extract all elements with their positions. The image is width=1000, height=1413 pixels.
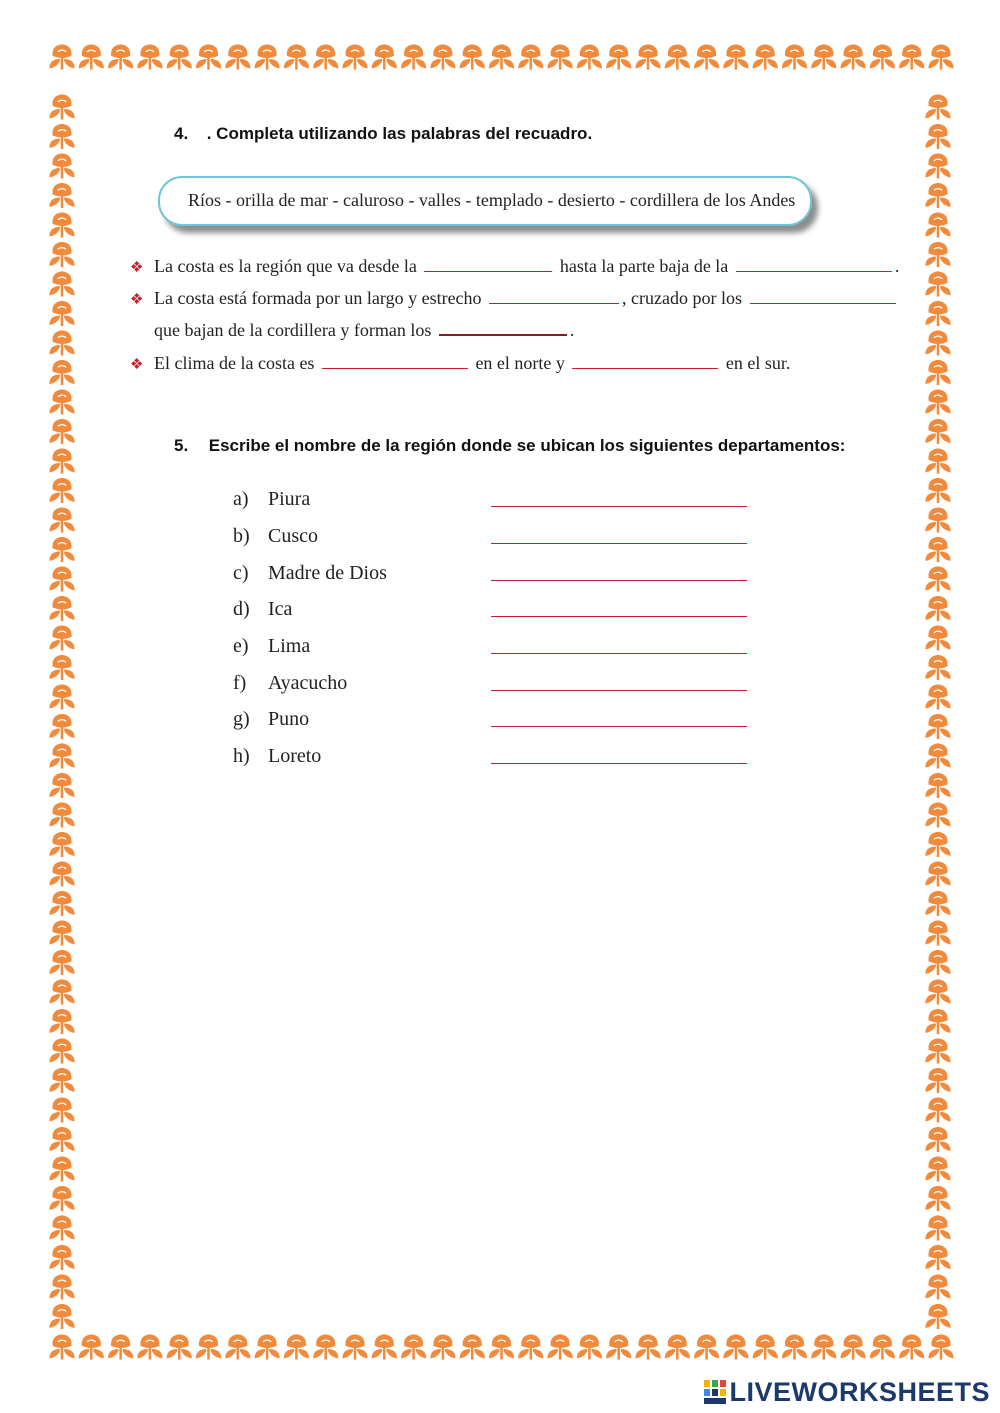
flower-ornament-icon xyxy=(108,44,133,69)
sentence-2-part-a: La costa está formada por un largo y estrecho xyxy=(154,288,482,308)
flower-ornament-icon xyxy=(925,537,950,562)
flower-ornament-icon xyxy=(313,44,338,69)
flower-ornament-icon xyxy=(49,212,74,237)
department-name: Loreto xyxy=(268,745,322,767)
flower-ornament-icon xyxy=(401,44,426,69)
item-letter: d) xyxy=(233,598,250,620)
list-item xyxy=(233,488,753,516)
answer-line-input[interactable] xyxy=(491,653,747,654)
diamond-bullet-icon: ❖ xyxy=(130,292,144,308)
flower-ornament-icon xyxy=(925,684,950,709)
flower-ornament-icon xyxy=(925,1156,950,1181)
flower-ornament-icon xyxy=(925,1215,950,1240)
item-letter: h) xyxy=(233,745,250,767)
flower-ornament-icon xyxy=(925,596,950,621)
flower-ornament-icon xyxy=(518,44,543,69)
blank-input-6[interactable] xyxy=(322,354,468,369)
flower-ornament-icon xyxy=(841,1334,866,1359)
flower-ornament-icon xyxy=(430,44,455,69)
flower-ornament-icon xyxy=(49,861,74,886)
question-4-number: 4. xyxy=(174,124,189,143)
flower-ornament-icon xyxy=(870,44,895,69)
list-item xyxy=(233,635,753,663)
flower-ornament-icon xyxy=(925,330,950,355)
diamond-bullet-icon: ❖ xyxy=(130,357,144,373)
flower-ornament-icon xyxy=(577,1334,602,1359)
list-item xyxy=(233,745,753,773)
item-letter: a) xyxy=(233,488,249,510)
answer-line-input[interactable] xyxy=(491,543,747,544)
flower-ornament-icon xyxy=(925,419,950,444)
flower-ornament-icon xyxy=(49,94,74,119)
flower-ornament-icon xyxy=(577,44,602,69)
flower-ornament-icon xyxy=(925,743,950,768)
department-name: Puno xyxy=(268,708,310,730)
word-bank-text: Ríos - orilla de mar - caluroso - valles - templado - desierto - cordillera de los Andes xyxy=(188,190,796,210)
flower-ornament-icon xyxy=(925,1304,950,1329)
flower-ornament-icon xyxy=(255,1334,280,1359)
answer-line-input[interactable] xyxy=(491,580,747,581)
flower-ornament-icon xyxy=(925,714,950,739)
list-item xyxy=(233,562,753,590)
flower-ornament-icon xyxy=(694,1334,719,1359)
flower-ornament-icon xyxy=(925,507,950,532)
answer-line-input[interactable] xyxy=(491,506,747,507)
flower-ornament-icon xyxy=(925,832,950,857)
flower-ornament-icon xyxy=(49,1156,74,1181)
flower-ornament-icon xyxy=(49,1274,74,1299)
flower-ornament-icon xyxy=(49,891,74,916)
item-letter: e) xyxy=(233,635,249,657)
flower-ornament-icon xyxy=(925,183,950,208)
flower-ornament-icon xyxy=(49,773,74,798)
flower-ornament-icon xyxy=(49,979,74,1004)
flower-ornament-icon xyxy=(196,1334,221,1359)
flower-ornament-icon xyxy=(342,44,367,69)
flower-ornament-icon xyxy=(925,448,950,473)
flower-ornament-icon xyxy=(255,44,280,69)
flower-ornament-icon xyxy=(49,920,74,945)
department-name: Madre de Dios xyxy=(268,562,387,584)
sentence-2 xyxy=(130,288,899,309)
flower-ornament-icon xyxy=(925,271,950,296)
flower-ornament-icon xyxy=(49,950,74,975)
flower-ornament-icon xyxy=(925,301,950,326)
flower-ornament-icon xyxy=(137,1334,162,1359)
sentence-1-end: . xyxy=(894,256,900,276)
item-letter: f) xyxy=(233,672,247,694)
flower-ornament-icon xyxy=(925,979,950,1004)
flower-ornament-icon xyxy=(841,44,866,69)
flower-ornament-icon xyxy=(49,478,74,503)
flower-ornament-icon xyxy=(925,566,950,591)
flower-ornament-icon xyxy=(635,44,660,69)
flower-ornament-icon xyxy=(49,1068,74,1093)
floral-border-left xyxy=(40,38,84,1374)
flower-ornament-icon xyxy=(196,44,221,69)
flower-ornament-icon xyxy=(49,1009,74,1034)
flower-ornament-icon xyxy=(782,44,807,69)
answer-line-input[interactable] xyxy=(491,690,747,691)
flower-ornament-icon xyxy=(548,44,573,69)
flower-ornament-icon xyxy=(606,44,631,69)
flower-ornament-icon xyxy=(372,1334,397,1359)
liveworksheets-logo-icon xyxy=(704,1380,726,1404)
flower-ornament-icon xyxy=(342,1334,367,1359)
flower-ornament-icon xyxy=(723,44,748,69)
flower-ornament-icon xyxy=(49,389,74,414)
list-item xyxy=(233,525,753,553)
flower-ornament-icon xyxy=(49,1304,74,1329)
list-item xyxy=(233,598,753,626)
flower-ornament-icon xyxy=(49,507,74,532)
flower-ornament-icon xyxy=(49,1215,74,1240)
flower-ornament-icon xyxy=(49,743,74,768)
flower-ornament-icon xyxy=(925,1009,950,1034)
sentence-3-part-a: que bajan de la cordillera y forman los xyxy=(154,320,432,340)
flower-ornament-icon xyxy=(925,1127,950,1152)
blank-input-2[interactable] xyxy=(736,257,892,272)
flower-ornament-icon xyxy=(49,1127,74,1152)
sentence-4-part-a: El clima de la costa es xyxy=(154,353,315,373)
floral-border-right xyxy=(916,38,960,1374)
flower-ornament-icon xyxy=(925,625,950,650)
blank-input-7[interactable] xyxy=(572,354,718,369)
sentence-1-part-b: hasta la parte baja de la xyxy=(559,256,729,276)
flower-ornament-icon xyxy=(925,1186,950,1211)
flower-ornament-icon xyxy=(108,1334,133,1359)
flower-ornament-icon xyxy=(49,684,74,709)
flower-ornament-icon xyxy=(925,773,950,798)
flower-ornament-icon xyxy=(753,44,778,69)
liveworksheets-logo[interactable] xyxy=(704,1377,990,1407)
flower-ornament-icon xyxy=(49,419,74,444)
sentence-2-part-b: , cruzado por los xyxy=(622,288,743,308)
flower-ornament-icon xyxy=(49,242,74,267)
flower-ornament-icon xyxy=(723,1334,748,1359)
flower-ornament-icon xyxy=(925,1274,950,1299)
flower-ornament-icon xyxy=(49,124,74,149)
flower-ornament-icon xyxy=(782,1334,807,1359)
sentence-4-end: en el sur. xyxy=(725,353,791,373)
question-4-title xyxy=(174,124,592,144)
flower-ornament-icon xyxy=(430,1334,455,1359)
flower-ornament-icon xyxy=(548,1334,573,1359)
flower-ornament-icon xyxy=(49,832,74,857)
flower-ornament-icon xyxy=(606,1334,631,1359)
department-name: Piura xyxy=(268,488,311,510)
list-item xyxy=(233,708,753,736)
liveworksheets-logo-text: LIVEWORKSHEETS xyxy=(729,1376,990,1407)
answer-line-input[interactable] xyxy=(491,763,747,764)
flower-ornament-icon xyxy=(925,360,950,385)
department-name: Cusco xyxy=(268,525,318,547)
flower-ornament-icon xyxy=(518,1334,543,1359)
flower-ornament-icon xyxy=(925,1038,950,1063)
flower-ornament-icon xyxy=(925,861,950,886)
question-4-text: . Completa utilizando las palabras del recuadro. xyxy=(206,124,593,143)
blank-input-3[interactable] xyxy=(489,289,619,304)
flower-ornament-icon xyxy=(870,1334,895,1359)
flower-ornament-icon xyxy=(49,714,74,739)
floral-border-top xyxy=(40,38,960,84)
flower-ornament-icon xyxy=(313,1334,338,1359)
sentence-3 xyxy=(130,320,574,341)
flower-ornament-icon xyxy=(49,271,74,296)
flower-ornament-icon xyxy=(925,802,950,827)
flower-ornament-icon xyxy=(49,1038,74,1063)
flower-ornament-icon xyxy=(49,301,74,326)
flower-ornament-icon xyxy=(460,1334,485,1359)
flower-ornament-icon xyxy=(925,389,950,414)
question-5-title xyxy=(174,436,845,456)
word-bank-box xyxy=(158,176,812,226)
flower-ornament-icon xyxy=(489,1334,514,1359)
answer-line-input[interactable] xyxy=(491,726,747,727)
department-name: Lima xyxy=(268,635,311,657)
flower-ornament-icon xyxy=(665,1334,690,1359)
sentence-4 xyxy=(130,353,790,374)
flower-ornament-icon xyxy=(225,44,250,69)
department-name: Ayacucho xyxy=(268,672,348,694)
flower-ornament-icon xyxy=(49,655,74,680)
flower-ornament-icon xyxy=(49,1186,74,1211)
flower-ornament-icon xyxy=(925,242,950,267)
flower-ornament-icon xyxy=(49,330,74,355)
flower-ornament-icon xyxy=(665,44,690,69)
flower-ornament-icon xyxy=(925,478,950,503)
flower-ornament-icon xyxy=(925,950,950,975)
floral-border-bottom xyxy=(40,1328,960,1374)
flower-ornament-icon xyxy=(49,448,74,473)
flower-ornament-icon xyxy=(284,1334,309,1359)
flower-ornament-icon xyxy=(49,625,74,650)
item-letter: b) xyxy=(233,525,250,547)
question-5-text: Escribe el nombre de la región donde se ubican los siguientes departamentos: xyxy=(208,436,846,455)
flower-ornament-icon xyxy=(137,44,162,69)
item-letter: c) xyxy=(233,562,249,584)
flower-ornament-icon xyxy=(925,1068,950,1093)
flower-ornament-icon xyxy=(925,212,950,237)
flower-ornament-icon xyxy=(49,1097,74,1122)
flower-ornament-icon xyxy=(925,1245,950,1270)
blank-input-4[interactable] xyxy=(750,289,896,304)
sentence-1 xyxy=(130,256,899,277)
flower-ornament-icon xyxy=(49,153,74,178)
flower-ornament-icon xyxy=(925,891,950,916)
flower-ornament-icon xyxy=(925,94,950,119)
department-name: Ica xyxy=(268,598,293,620)
flower-ornament-icon xyxy=(167,1334,192,1359)
item-letter: g) xyxy=(233,708,250,730)
flower-ornament-icon xyxy=(925,124,950,149)
flower-ornament-icon xyxy=(372,44,397,69)
flower-ornament-icon xyxy=(811,44,836,69)
flower-ornament-icon xyxy=(925,153,950,178)
flower-ornament-icon xyxy=(635,1334,660,1359)
blank-input-1[interactable] xyxy=(424,257,552,272)
sentence-4-part-b: en el norte y xyxy=(475,353,565,373)
flower-ornament-icon xyxy=(811,1334,836,1359)
flower-ornament-icon xyxy=(49,537,74,562)
flower-ornament-icon xyxy=(225,1334,250,1359)
flower-ornament-icon xyxy=(925,920,950,945)
flower-ornament-icon xyxy=(49,802,74,827)
question-5-number: 5. xyxy=(174,436,189,455)
flower-ornament-icon xyxy=(489,44,514,69)
answer-line-input[interactable] xyxy=(491,616,747,617)
blank-input-5[interactable] xyxy=(439,320,567,336)
flower-ornament-icon xyxy=(925,655,950,680)
flower-ornament-icon xyxy=(49,360,74,385)
flower-ornament-icon xyxy=(49,1245,74,1270)
flower-ornament-icon xyxy=(460,44,485,69)
sentence-3-end: . xyxy=(569,320,575,340)
flower-ornament-icon xyxy=(284,44,309,69)
flower-ornament-icon xyxy=(49,183,74,208)
flower-ornament-icon xyxy=(401,1334,426,1359)
sentence-1-part-a: La costa es la región que va desde la xyxy=(154,256,417,276)
flower-ornament-icon xyxy=(167,44,192,69)
flower-ornament-icon xyxy=(694,44,719,69)
diamond-bullet-icon: ❖ xyxy=(130,260,144,276)
flower-ornament-icon xyxy=(49,596,74,621)
flower-ornament-icon xyxy=(925,1097,950,1122)
flower-ornament-icon xyxy=(49,566,74,591)
flower-ornament-icon xyxy=(753,1334,778,1359)
list-item xyxy=(233,672,753,700)
